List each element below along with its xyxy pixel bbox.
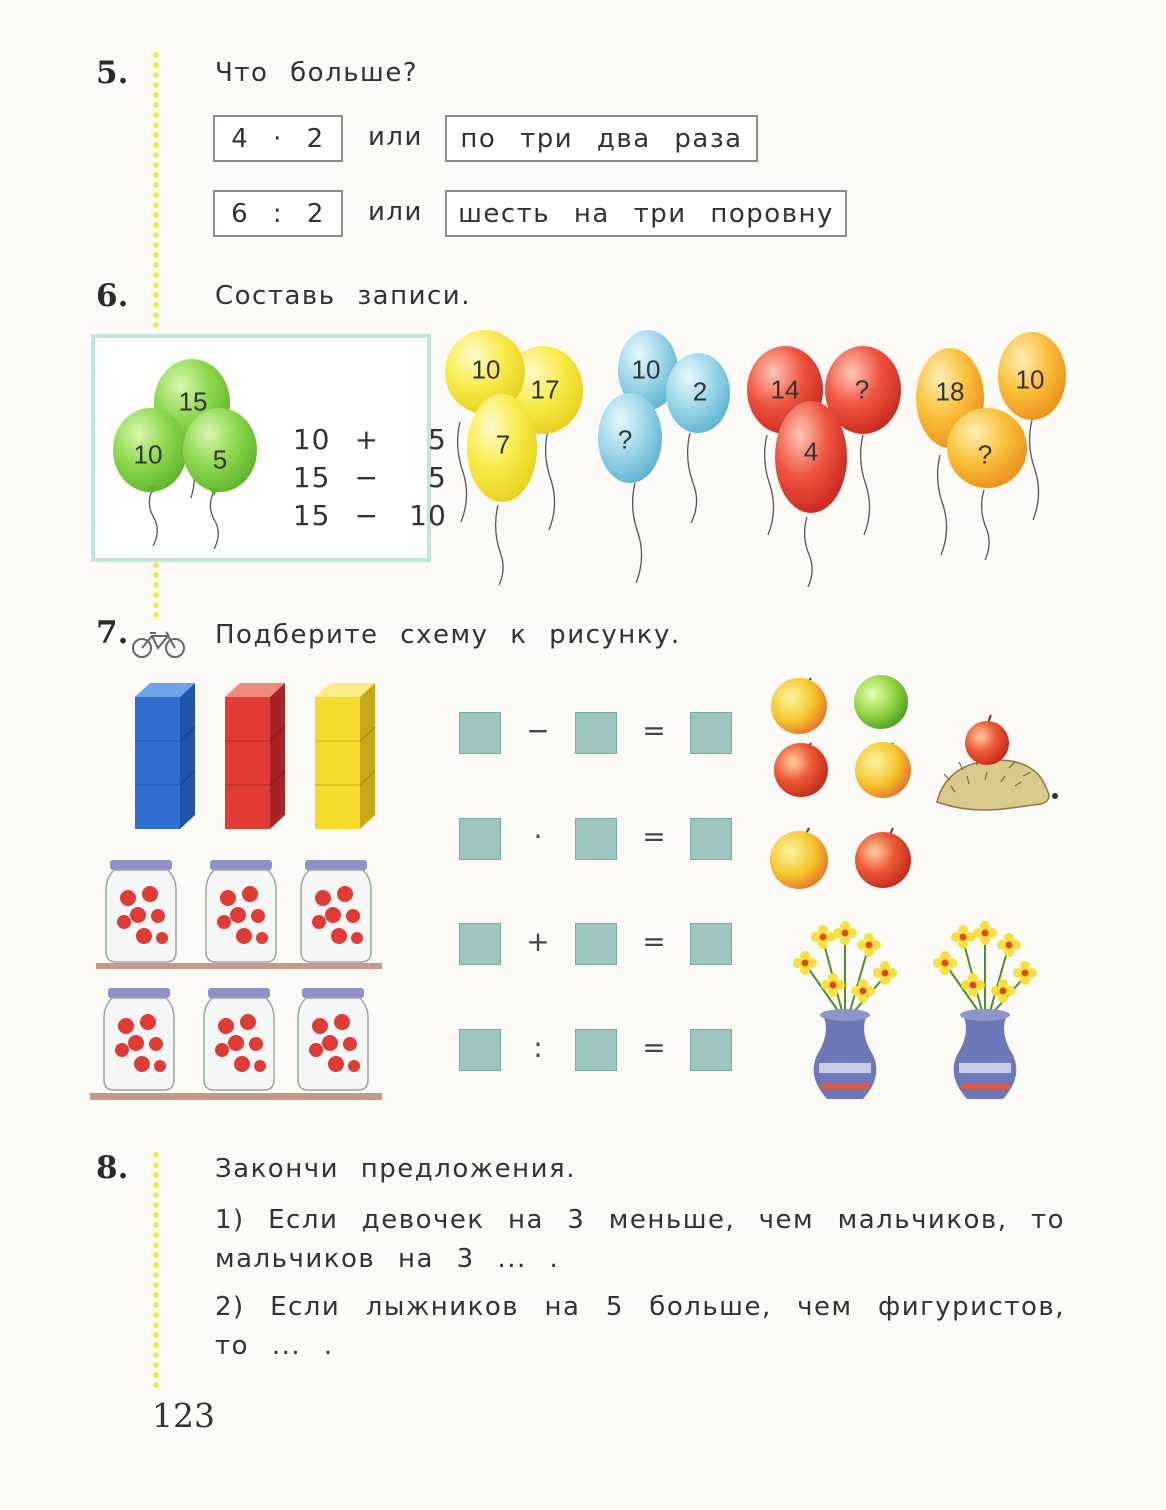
scheme-square <box>690 923 732 965</box>
flower-vases <box>785 915 1045 1105</box>
balloon-number: 10 <box>631 354 661 385</box>
exercise-number: 6. <box>96 278 129 314</box>
scheme-square <box>459 818 501 860</box>
eq-operand: 10 <box>409 499 447 532</box>
scheme-square <box>459 923 501 965</box>
balloon-number: 10 <box>1015 364 1045 395</box>
balloon-number: 10 <box>471 354 501 385</box>
exercise-number: 7. <box>96 615 129 651</box>
apples-hedgehog <box>765 670 1070 900</box>
scheme-square <box>459 1029 501 1071</box>
cube-towers <box>125 675 385 840</box>
balloon-group-yellow <box>440 330 590 590</box>
scheme-operator: − <box>526 714 550 747</box>
balloon-number: 10 <box>133 439 163 470</box>
scheme-equals: = <box>642 925 666 958</box>
sentence-2: 2) Если лыжников на 5 больше, чем фигуристов, то ... . <box>215 1292 1065 1361</box>
scheme-square <box>690 818 732 860</box>
exercise-title: Что больше? <box>215 58 419 88</box>
exercise-number: 5. <box>96 55 129 91</box>
balloon-number: 15 <box>178 386 208 417</box>
scheme-operator: : <box>533 1031 543 1064</box>
eq-operator: − <box>354 461 380 494</box>
scheme-square <box>459 712 501 754</box>
scheme-square <box>575 923 617 965</box>
page-number: 123 <box>152 1396 215 1435</box>
balloon-number: 18 <box>935 376 965 407</box>
scheme-equals: = <box>642 714 666 747</box>
expression-box: 4 · 2 <box>213 115 343 162</box>
margin-dots <box>152 50 160 330</box>
scheme-equals: = <box>642 820 666 853</box>
scheme-square <box>575 1029 617 1071</box>
sentence-1: 1) Если девочек на 3 меньше, чем мальчиков, то мальчиков на 3 ... . <box>215 1205 1065 1274</box>
jars-shelves <box>88 855 388 1105</box>
balloon-number: 14 <box>770 374 800 405</box>
balloon-number: 2 <box>692 376 708 407</box>
balloon-number: ? <box>854 374 870 405</box>
exercise-number: 8. <box>96 1150 129 1186</box>
or-label: или <box>368 197 423 227</box>
balloon-number: 4 <box>803 436 819 467</box>
balloon-number: 7 <box>495 429 511 460</box>
balloon-number: ? <box>977 439 993 470</box>
bicycle-icon <box>130 628 188 660</box>
example-equation <box>273 466 447 532</box>
margin-dots <box>152 1150 160 1390</box>
expression-box: 6 : 2 <box>213 190 343 237</box>
scheme-square <box>575 712 617 754</box>
eq-operand: 15 <box>292 499 331 532</box>
balloon-group-blue <box>590 328 740 588</box>
eq-operand: 5 <box>427 423 447 456</box>
scheme-square <box>690 712 732 754</box>
scheme-operator: · <box>533 820 543 853</box>
scheme-equals: = <box>642 1031 666 1064</box>
balloon-number: 17 <box>530 374 560 405</box>
scheme-operator: + <box>526 925 550 958</box>
margin-dots <box>152 560 160 620</box>
or-label: или <box>368 122 423 152</box>
eq-operator: − <box>354 499 380 532</box>
eq-operand: 15 <box>292 461 331 494</box>
balloon-number: ? <box>617 424 633 455</box>
exercise-title: Составь записи. <box>215 281 471 311</box>
scheme-square <box>690 1029 732 1071</box>
phrase-box: по три два раза <box>445 115 758 162</box>
example-balloons <box>95 338 275 558</box>
scheme-square <box>575 818 617 860</box>
exercise-title: Подберите схему к рисунку. <box>215 620 681 650</box>
balloon-number: 5 <box>212 444 228 475</box>
eq-operand: 5 <box>427 461 447 494</box>
eq-operator: + <box>354 423 380 456</box>
eq-operand: 10 <box>292 423 331 456</box>
phrase-box: шесть на три поровну <box>445 190 847 237</box>
exercise-title: Закончи предложения. <box>215 1154 576 1184</box>
